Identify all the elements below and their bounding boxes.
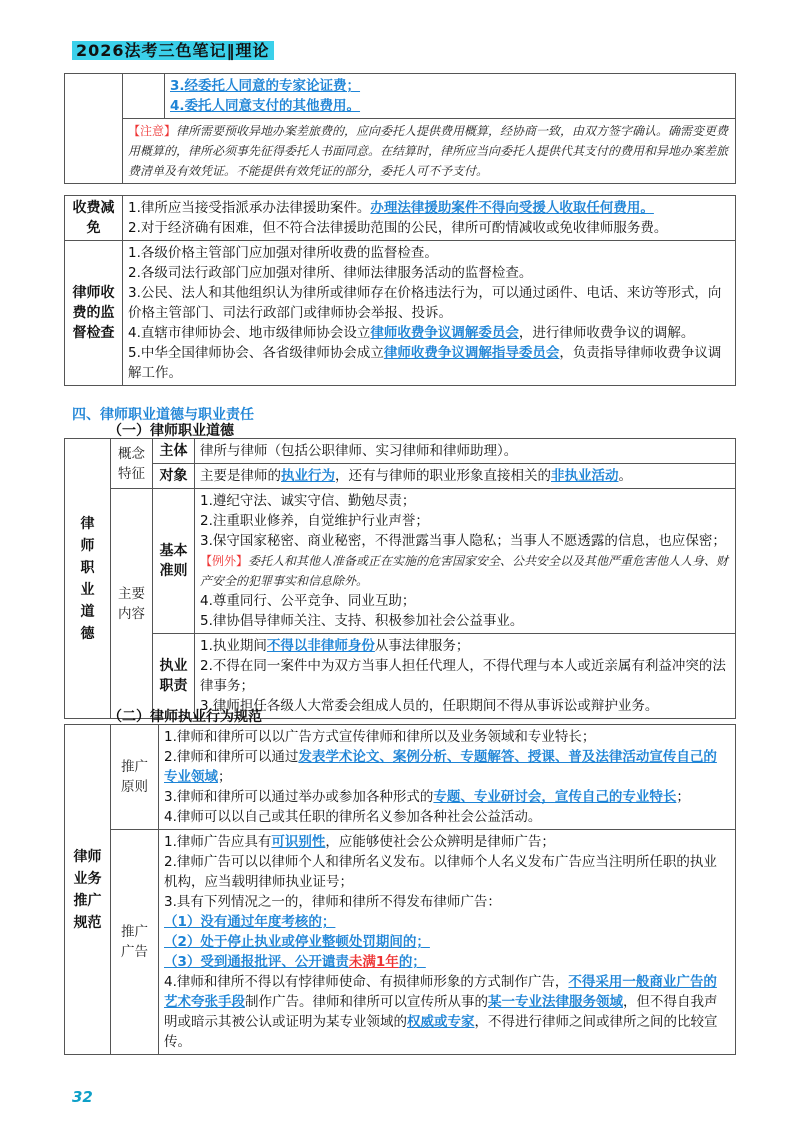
- fee-cont-title-cell: [65, 74, 123, 184]
- norms-table: [64, 724, 736, 1055]
- basic-label: 基本准则: [153, 489, 195, 634]
- fee-reduction-table: [64, 195, 736, 386]
- supervision-body: 1.各级价格主管部门应加强对律所收费的监督检查。 2.各级司法行政部门应加强对律所、律师法律服务活动的监督检查。 3.公民、法人和其他组织认为律所或律师存在价格违法行为，可以通过函件、电话、来访等形式，向价格主管部门、司法行政部门或律师协会举报、投诉。 4.直辖市律师协会、地市级律师协会设立律师收费争议调解委员会，进行律师收费争议的调解。 5.中华全国律师协会、各省级律师协会成立律师收费争议调解指导委员会，负责指导律师收费争议调解工作。: [123, 241, 736, 386]
- ethics-title: 律师职业道德: [65, 439, 111, 719]
- concept-label: 概念特征: [111, 439, 153, 489]
- subject-label: 主体: [153, 439, 195, 464]
- object-label: 对象: [153, 464, 195, 489]
- duty-label: 执业职责: [153, 634, 195, 719]
- principle-label: 推广原则: [111, 725, 159, 830]
- object-text: 主要是律师的执业行为，还有与律师的职业形象直接相关的非执业活动。: [195, 464, 736, 489]
- fee-note: 【注意】律所需要预收异地办案差旅费的，应向委托人提供费用概算，经协商一致，由双方签字确认。确需变更费用概算的，律所必须事先征得委托人书面同意。在结算时，律所应当向委托人提供代其支付的费用和异地办案差旅费清单及有效凭证。不能提供有效凭证的部分，委托人可不予支付。: [123, 119, 736, 184]
- norms-title: 律师业务推广规范: [65, 725, 111, 1055]
- fee-table: [64, 73, 736, 184]
- supervision-title: 律师收费的监督检查: [65, 241, 123, 386]
- subsection-2-title: （二）律师执业行为规范: [108, 709, 262, 725]
- fee-cont-lines: 3.经委托人同意的专家论证费； 4.委托人同意支付的其他费用。: [165, 74, 736, 119]
- fee-reduction-body: 1.律所应当接受指派承办法律援助案件。办理法律援助案件不得向受援人收取任何费用。 2.对于经济确有困难，但不符合法律援助范围的公民，律所可酌情减收或免收律师服务费。: [123, 196, 736, 241]
- page-header: 2026法考三色笔记‖理论: [72, 38, 274, 61]
- ad-label: 推广广告: [111, 830, 159, 1055]
- subsection-1-title: （一）律师职业道德: [108, 423, 234, 439]
- fee-reduction-title: 收费减免: [65, 196, 123, 241]
- content-label: 主要内容: [111, 489, 153, 719]
- ethics-table: [64, 438, 736, 719]
- page-number: 32: [72, 1088, 93, 1106]
- duty-body: 1.执业期间不得以非律师身份从事法律服务； 2.不得在同一案件中为双方当事人担任代理人，不得代理与本人或近亲属有利益冲突的法律事务； 3.律师担任各级人大常委会组成人员的，任职期间不得从事诉讼或辩护业务。: [195, 634, 736, 719]
- section-4-title: 四、律师职业道德与职业责任: [72, 407, 254, 423]
- ad-body: 1.律师广告应具有可识别性，应能够使社会公众辨明是律师广告； 2.律师广告可以以律师个人和律所名义发布。以律师个人名义发布广告应当注明所任职的执业机构，应当载明律师执业证号； 3.具有下列情况之一的，律师和律所不得发布律师广告： （1）没有通过年度考核的； （2）处于停止执业或停业整顿处罚期间的； （3）受到通报批评、公开谴责未满1年的； 4.律师和律所不得以有悖律师使命、有损律师形象的方式制作广告，不得采用一般商业广告的艺术夸张手段制作广告。律师和律所可以宣传所从事的某一专业法律服务领域，但不得自我声明或暗示其被公认或证明为某专业领域的权威或专家，不得进行律师之间或律所之间的比较宣传。: [159, 830, 736, 1055]
- subject-text: 律所与律师（包括公职律师、实习律师和律师助理）。: [195, 439, 736, 464]
- principle-body: 1.律师和律所可以以广告方式宣传律师和律所以及业务领域和专业特长； 2.律师和律所可以通过发表学术论文、案例分析、专题解答、授课、普及法律活动宣传自己的专业领域； 3.律师和律所可以通过举办或参加各种形式的专题、专业研讨会，宣传自己的专业特长； 4.律师可以以自己或其任职的律所名义参加各种社会公益活动。: [159, 725, 736, 830]
- basic-body: 1.遵纪守法、诚实守信、勤勉尽责； 2.注重职业修养，自觉维护行业声誉； 3.保守国家秘密、商业秘密，不得泄露当事人隐私；当事人不愿透露的信息，也应保密；【例外】委托人和其他人准备或正在实施的危害国家安全、公共安全以及其他严重危害他人人身、财产安全的犯罪事实和信息除外。 4.尊重同行、公平竞争、同业互助； 5.律协倡导律师关注、支持、积极参加社会公益事业。: [195, 489, 736, 634]
